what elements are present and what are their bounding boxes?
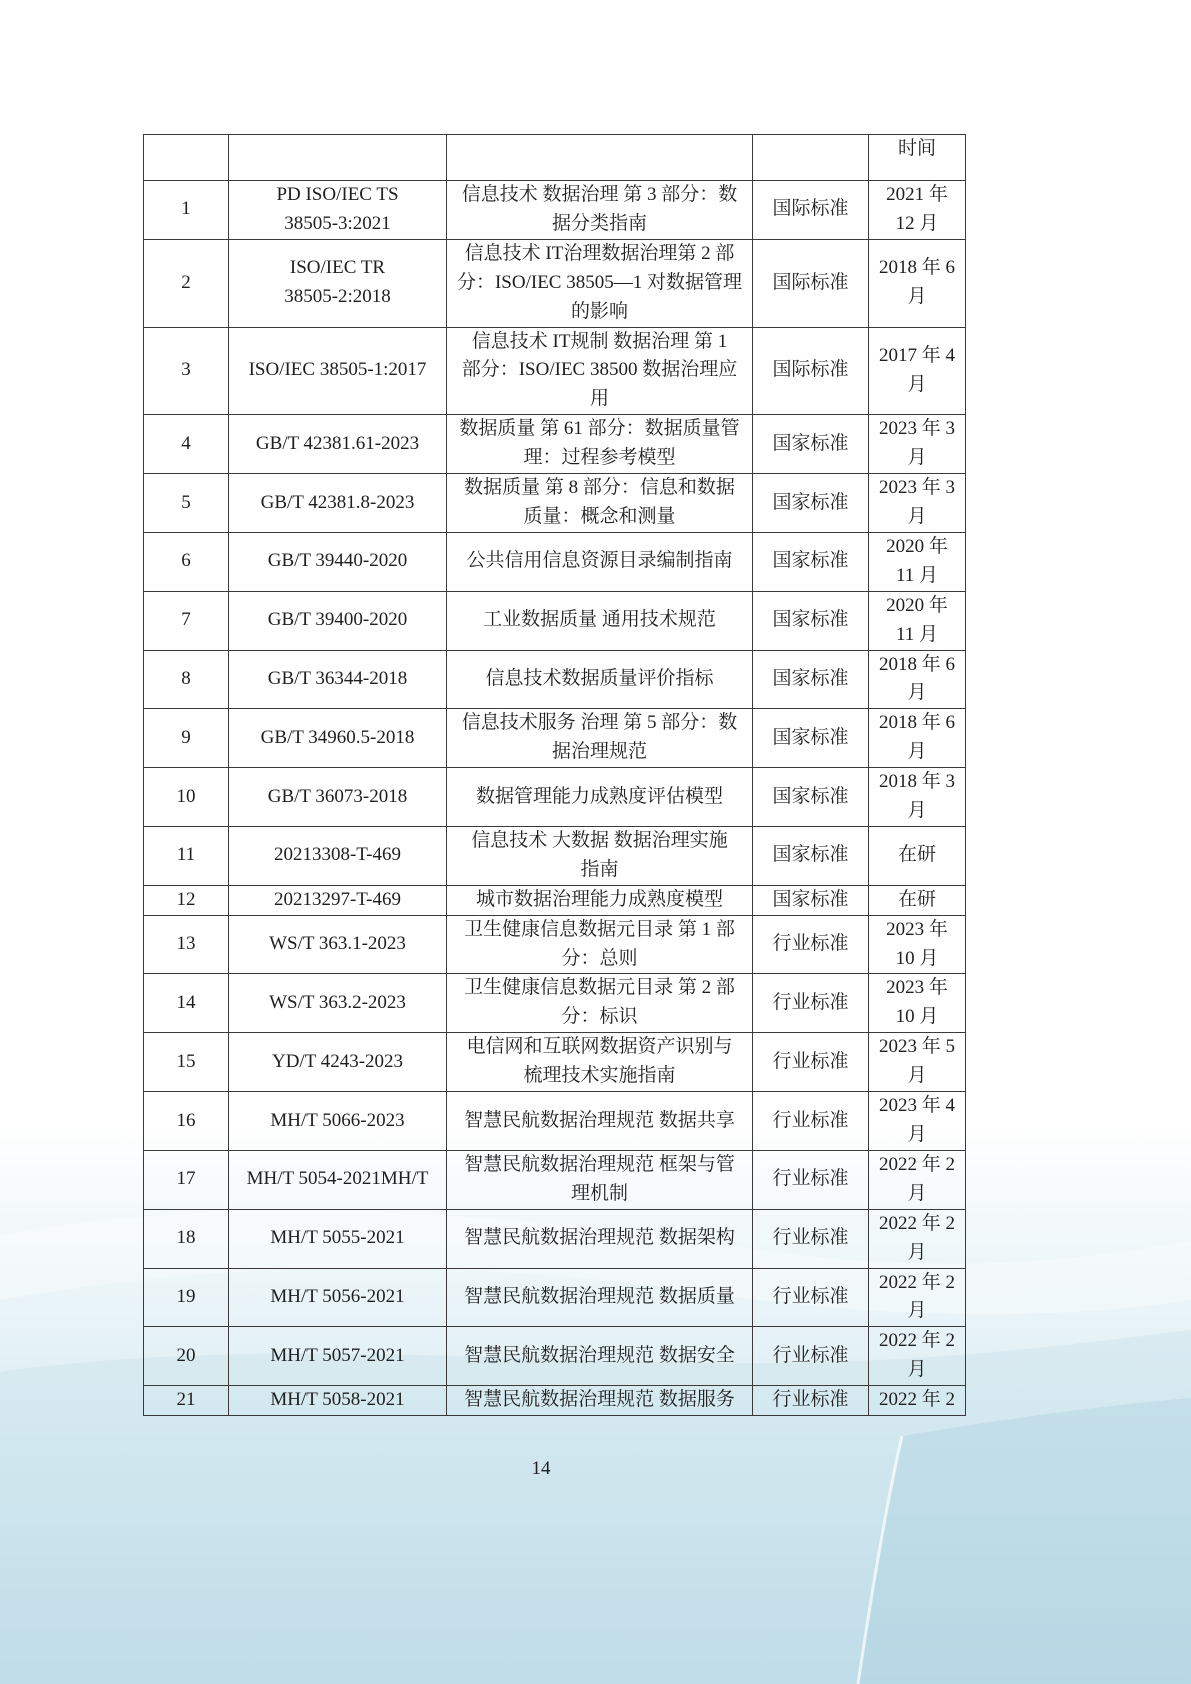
cell-index: 16 (144, 1092, 229, 1151)
cell-type: 国家标准 (753, 415, 869, 474)
cell-title (447, 1268, 753, 1327)
cell-type: 国家标准 (753, 532, 869, 591)
cell-date-line: 11 月 (895, 623, 939, 645)
cell-title (447, 181, 753, 240)
cell-title-line: 信息技术数据质量评价指标 (485, 667, 714, 689)
cell-code-line: 38505-2:2018 (284, 286, 391, 308)
cell-title-line: 数据质量 第 8 部分：信息和数据 (464, 477, 735, 499)
cell-code-line: MH/T 5058-2021 (270, 1389, 405, 1411)
cell-title (447, 1386, 753, 1416)
cell-date (869, 181, 966, 240)
cell-date-line: 月 (907, 800, 927, 822)
table-row (144, 1092, 966, 1151)
cell-title-line: 电信网和互联网数据资产识别与 (466, 1036, 733, 1058)
cell-type: 行业标准 (753, 974, 869, 1033)
cell-title-line: 质量：概念和测量 (523, 505, 676, 527)
cell-index: 15 (144, 1033, 229, 1092)
table-row (144, 181, 966, 240)
cell-date-line: 月 (907, 373, 927, 395)
table-row (144, 474, 966, 533)
cell-code (229, 1092, 447, 1151)
cell-code-line: MH/T 5066-2023 (270, 1109, 405, 1131)
cell-code (229, 1209, 447, 1268)
cell-date-line: 月 (907, 447, 927, 469)
table-row (144, 768, 966, 827)
cell-index: 12 (144, 885, 229, 915)
cell-date (869, 650, 966, 709)
cell-code (229, 239, 447, 327)
cell-date (869, 1386, 966, 1416)
cell-title-line: 理机制 (570, 1182, 628, 1204)
cell-code (229, 709, 447, 768)
cell-date (869, 826, 966, 885)
cell-date-line: 2023 年 (886, 918, 948, 940)
cell-title-line: 卫生健康信息数据元目录 第 1 部 (464, 918, 735, 940)
cell-date (869, 474, 966, 533)
cell-title-line: 信息技术 IT治理数据治理第 2 部 (464, 242, 735, 264)
table-row (144, 1268, 966, 1327)
cell-date-line: 2018 年 3 (878, 771, 955, 793)
cell-date-line: 在研 (897, 888, 936, 910)
cell-date (869, 885, 966, 915)
cell-index: 14 (144, 974, 229, 1033)
cell-title (447, 915, 753, 974)
cell-code (229, 885, 447, 915)
cell-title-line: 智慧民航数据治理规范 数据共享 (464, 1109, 735, 1131)
cell-date-line: 2023 年 4 (878, 1095, 955, 1117)
cell-code (229, 591, 447, 650)
cell-code (229, 1327, 447, 1386)
cell-title-line: 分：ISO/IEC 38505—1 对数据管理 (456, 271, 742, 293)
cell-index: 17 (144, 1150, 229, 1209)
cell-title-line: 分：总则 (561, 947, 638, 969)
table-row (144, 1150, 966, 1209)
table-row (144, 532, 966, 591)
cell-type: 行业标准 (753, 1209, 869, 1268)
table-row (144, 1033, 966, 1092)
cell-index: 18 (144, 1209, 229, 1268)
cell-type: 行业标准 (753, 1033, 869, 1092)
cell-date-line: 2023 年 (886, 977, 948, 999)
background-swoosh (858, 1398, 1191, 1684)
cell-date-line: 12 月 (895, 212, 939, 234)
cell-index: 1 (144, 181, 229, 240)
cell-date-line: 月 (907, 741, 927, 763)
page-number: 14 (531, 1458, 551, 1479)
cell-date-line: 月 (907, 505, 927, 527)
cell-code-line: MH/T 5057-2021 (270, 1344, 405, 1366)
cell-date (869, 915, 966, 974)
cell-title-line: 据治理规范 (551, 741, 647, 763)
cell-code (229, 1386, 447, 1416)
header-cell-type (753, 135, 869, 181)
cell-title (447, 768, 753, 827)
cell-title (447, 1327, 753, 1386)
cell-date (869, 239, 966, 327)
cell-code (229, 474, 447, 533)
table-row (144, 709, 966, 768)
cell-date-line: 2020 年 (886, 594, 948, 616)
cell-date (869, 1033, 966, 1092)
header-cell-code (229, 135, 447, 181)
table-row (144, 974, 966, 1033)
cell-title (447, 532, 753, 591)
cell-index: 19 (144, 1268, 229, 1327)
cell-date-line: 2020 年 (886, 535, 948, 557)
cell-date (869, 1092, 966, 1151)
cell-date-line: 10 月 (895, 1006, 939, 1028)
cell-date-line: 2023 年 5 (878, 1036, 955, 1058)
cell-title (447, 327, 753, 415)
cell-title-line: 智慧民航数据治理规范 数据安全 (464, 1344, 735, 1366)
cell-type: 国家标准 (753, 709, 869, 768)
cell-date-line: 2021 年 (886, 184, 948, 205)
cell-date (869, 1327, 966, 1386)
cell-date (869, 1150, 966, 1209)
cell-date (869, 974, 966, 1033)
cell-title-line: 信息技术 大数据 数据治理实施 (471, 829, 728, 851)
cell-title-line: 智慧民航数据治理规范 框架与管 (464, 1153, 735, 1175)
cell-date-line: 在研 (897, 844, 936, 866)
cell-type: 行业标准 (753, 1150, 869, 1209)
table-row (144, 415, 966, 474)
cell-date (869, 709, 966, 768)
cell-title-line: 梳理技术实施指南 (523, 1065, 676, 1087)
cell-type: 国际标准 (753, 327, 869, 415)
cell-title-line: 据分类指南 (551, 212, 647, 234)
cell-index: 2 (144, 239, 229, 327)
cell-type: 国际标准 (753, 239, 869, 327)
cell-date-line: 月 (907, 682, 927, 704)
cell-title-line: 理：过程参考模型 (523, 447, 676, 469)
table-row (144, 239, 966, 327)
cell-date-line: 2022 年 2 (878, 1389, 955, 1411)
table-row (144, 1386, 966, 1416)
cell-date (869, 415, 966, 474)
table-body (144, 135, 966, 1416)
cell-date (869, 591, 966, 650)
header-cell-date: 时间 (869, 135, 966, 181)
cell-date (869, 768, 966, 827)
cell-code (229, 415, 447, 474)
cell-code-line: WS/T 363.2-2023 (269, 991, 406, 1013)
cell-title-line: 智慧民航数据治理规范 数据架构 (464, 1227, 735, 1249)
cell-code (229, 1033, 447, 1092)
cell-code (229, 768, 447, 827)
cell-title-line: 智慧民航数据治理规范 数据服务 (464, 1389, 735, 1411)
cell-title-line: 信息技术服务 治理 第 5 部分：数 (461, 712, 738, 734)
cell-date-line: 11 月 (895, 564, 939, 586)
cell-date-line: 2022 年 2 (878, 1153, 955, 1175)
cell-title (447, 826, 753, 885)
cell-code (229, 974, 447, 1033)
cell-title (447, 1150, 753, 1209)
cell-type: 行业标准 (753, 1092, 869, 1151)
cell-code-line: ISO/IEC 38505-1:2017 (248, 359, 427, 381)
table-row (144, 327, 966, 415)
cell-code (229, 915, 447, 974)
cell-date-line: 月 (907, 1065, 927, 1087)
cell-code-line: MH/T 5054-2021MH/T (246, 1168, 429, 1190)
cell-title-line: 指南 (580, 858, 619, 880)
cell-title-line: 用 (589, 388, 609, 410)
cell-code (229, 1150, 447, 1209)
cell-date (869, 532, 966, 591)
table-row (144, 650, 966, 709)
cell-type: 行业标准 (753, 915, 869, 974)
cell-date (869, 1209, 966, 1268)
cell-code-line: GB/T 36073-2018 (267, 785, 408, 807)
cell-type: 国际标准 (753, 181, 869, 240)
cell-title (447, 1209, 753, 1268)
cell-code (229, 181, 447, 240)
cell-title (447, 474, 753, 533)
cell-date-line: 月 (907, 1359, 927, 1381)
cell-code (229, 532, 447, 591)
table-row (144, 915, 966, 974)
cell-date-line: 月 (907, 286, 927, 308)
cell-code (229, 650, 447, 709)
cell-title-line: 数据管理能力成熟度评估模型 (475, 785, 723, 807)
cell-code-line: GB/T 34960.5-2018 (260, 726, 415, 748)
cell-type: 国家标准 (753, 591, 869, 650)
cell-code-line: 38505-3:2021 (284, 212, 391, 234)
cell-date-line: 10 月 (895, 947, 939, 969)
cell-type: 国家标准 (753, 474, 869, 533)
cell-date-line: 月 (907, 1182, 927, 1204)
header-cell-index (144, 135, 229, 181)
cell-index: 4 (144, 415, 229, 474)
cell-date-line: 2018 年 6 (878, 257, 955, 279)
cell-type: 国家标准 (753, 885, 869, 915)
cell-type: 行业标准 (753, 1327, 869, 1386)
header-cell-title (447, 135, 753, 181)
cell-date-line: 2017 年 4 (878, 344, 955, 366)
cell-code-line: PD ISO/IEC TS (276, 184, 399, 205)
table-row (144, 885, 966, 915)
cell-code-line: MH/T 5056-2021 (270, 1285, 405, 1307)
cell-code-line: GB/T 39440-2020 (267, 550, 408, 572)
table-header-row (144, 135, 966, 181)
cell-date-line: 2018 年 6 (878, 653, 955, 675)
standards-table (143, 134, 966, 1416)
cell-index: 7 (144, 591, 229, 650)
cell-index: 9 (144, 709, 229, 768)
cell-date-line: 2022 年 2 (878, 1212, 955, 1234)
cell-date-line: 2023 年 3 (878, 477, 955, 499)
cell-title-line: 信息技术 数据治理 第 3 部分：数 (461, 184, 738, 205)
cell-date-line: 月 (907, 1300, 927, 1322)
table-row (144, 591, 966, 650)
cell-title-line: 卫生健康信息数据元目录 第 2 部 (464, 977, 735, 999)
cell-date-line: 月 (907, 1241, 927, 1263)
cell-date-line: 2022 年 2 (878, 1330, 955, 1352)
cell-code-line: YD/T 4243-2023 (271, 1050, 404, 1072)
cell-title (447, 1092, 753, 1151)
cell-index: 10 (144, 768, 229, 827)
cell-title-line: 城市数据治理能力成熟度模型 (475, 888, 723, 910)
cell-title-line: 公共信用信息资源目录编制指南 (466, 550, 733, 572)
cell-code-line: GB/T 36344-2018 (267, 667, 408, 689)
cell-date (869, 1268, 966, 1327)
cell-code-line: 20213308-T-469 (273, 844, 402, 866)
cell-title (447, 709, 753, 768)
cell-title (447, 591, 753, 650)
cell-code-line: GB/T 39400-2020 (267, 609, 408, 631)
cell-index: 8 (144, 650, 229, 709)
cell-title-line: 智慧民航数据治理规范 数据质量 (464, 1285, 735, 1307)
cell-index: 5 (144, 474, 229, 533)
cell-title-line: 部分：ISO/IEC 38500 数据治理应 (461, 359, 738, 381)
cell-code (229, 327, 447, 415)
cell-title (447, 974, 753, 1033)
table-row (144, 826, 966, 885)
cell-code-line: 20213297-T-469 (273, 888, 402, 910)
cell-date (869, 327, 966, 415)
cell-index: 6 (144, 532, 229, 591)
cell-code (229, 826, 447, 885)
cell-code-line: MH/T 5055-2021 (270, 1227, 405, 1249)
cell-index: 21 (144, 1386, 229, 1416)
cell-title (447, 885, 753, 915)
table-row (144, 1327, 966, 1386)
cell-title-line: 数据质量 第 61 部分：数据质量管 (459, 418, 740, 440)
cell-title-line: 分：标识 (561, 1006, 638, 1028)
cell-index: 3 (144, 327, 229, 415)
cell-type: 行业标准 (753, 1386, 869, 1416)
cell-date-line: 2023 年 3 (878, 418, 955, 440)
cell-type: 国家标准 (753, 826, 869, 885)
cell-date-line: 2022 年 2 (878, 1271, 955, 1293)
cell-title (447, 650, 753, 709)
cell-title-line: 工业数据质量 通用技术规范 (483, 609, 716, 631)
cell-code-line: ISO/IEC TR (289, 257, 386, 279)
table-row (144, 1209, 966, 1268)
cell-title (447, 415, 753, 474)
cell-title-line: 信息技术 IT规制 数据治理 第 1 (471, 330, 728, 352)
cell-code-line: GB/T 42381.8-2023 (260, 491, 415, 513)
cell-code-line: GB/T 42381.61-2023 (255, 432, 420, 454)
cell-index: 20 (144, 1327, 229, 1386)
cell-type: 国家标准 (753, 650, 869, 709)
cell-index: 11 (144, 826, 229, 885)
cell-title (447, 239, 753, 327)
cell-code (229, 1268, 447, 1327)
cell-type: 行业标准 (753, 1268, 869, 1327)
cell-date-line: 月 (907, 1124, 927, 1145)
cell-code-line: WS/T 363.1-2023 (269, 933, 406, 955)
cell-title (447, 1033, 753, 1092)
cell-type: 国家标准 (753, 768, 869, 827)
cell-date-line: 2018 年 6 (878, 712, 955, 734)
cell-index: 13 (144, 915, 229, 974)
cell-title-line: 的影响 (570, 300, 628, 322)
